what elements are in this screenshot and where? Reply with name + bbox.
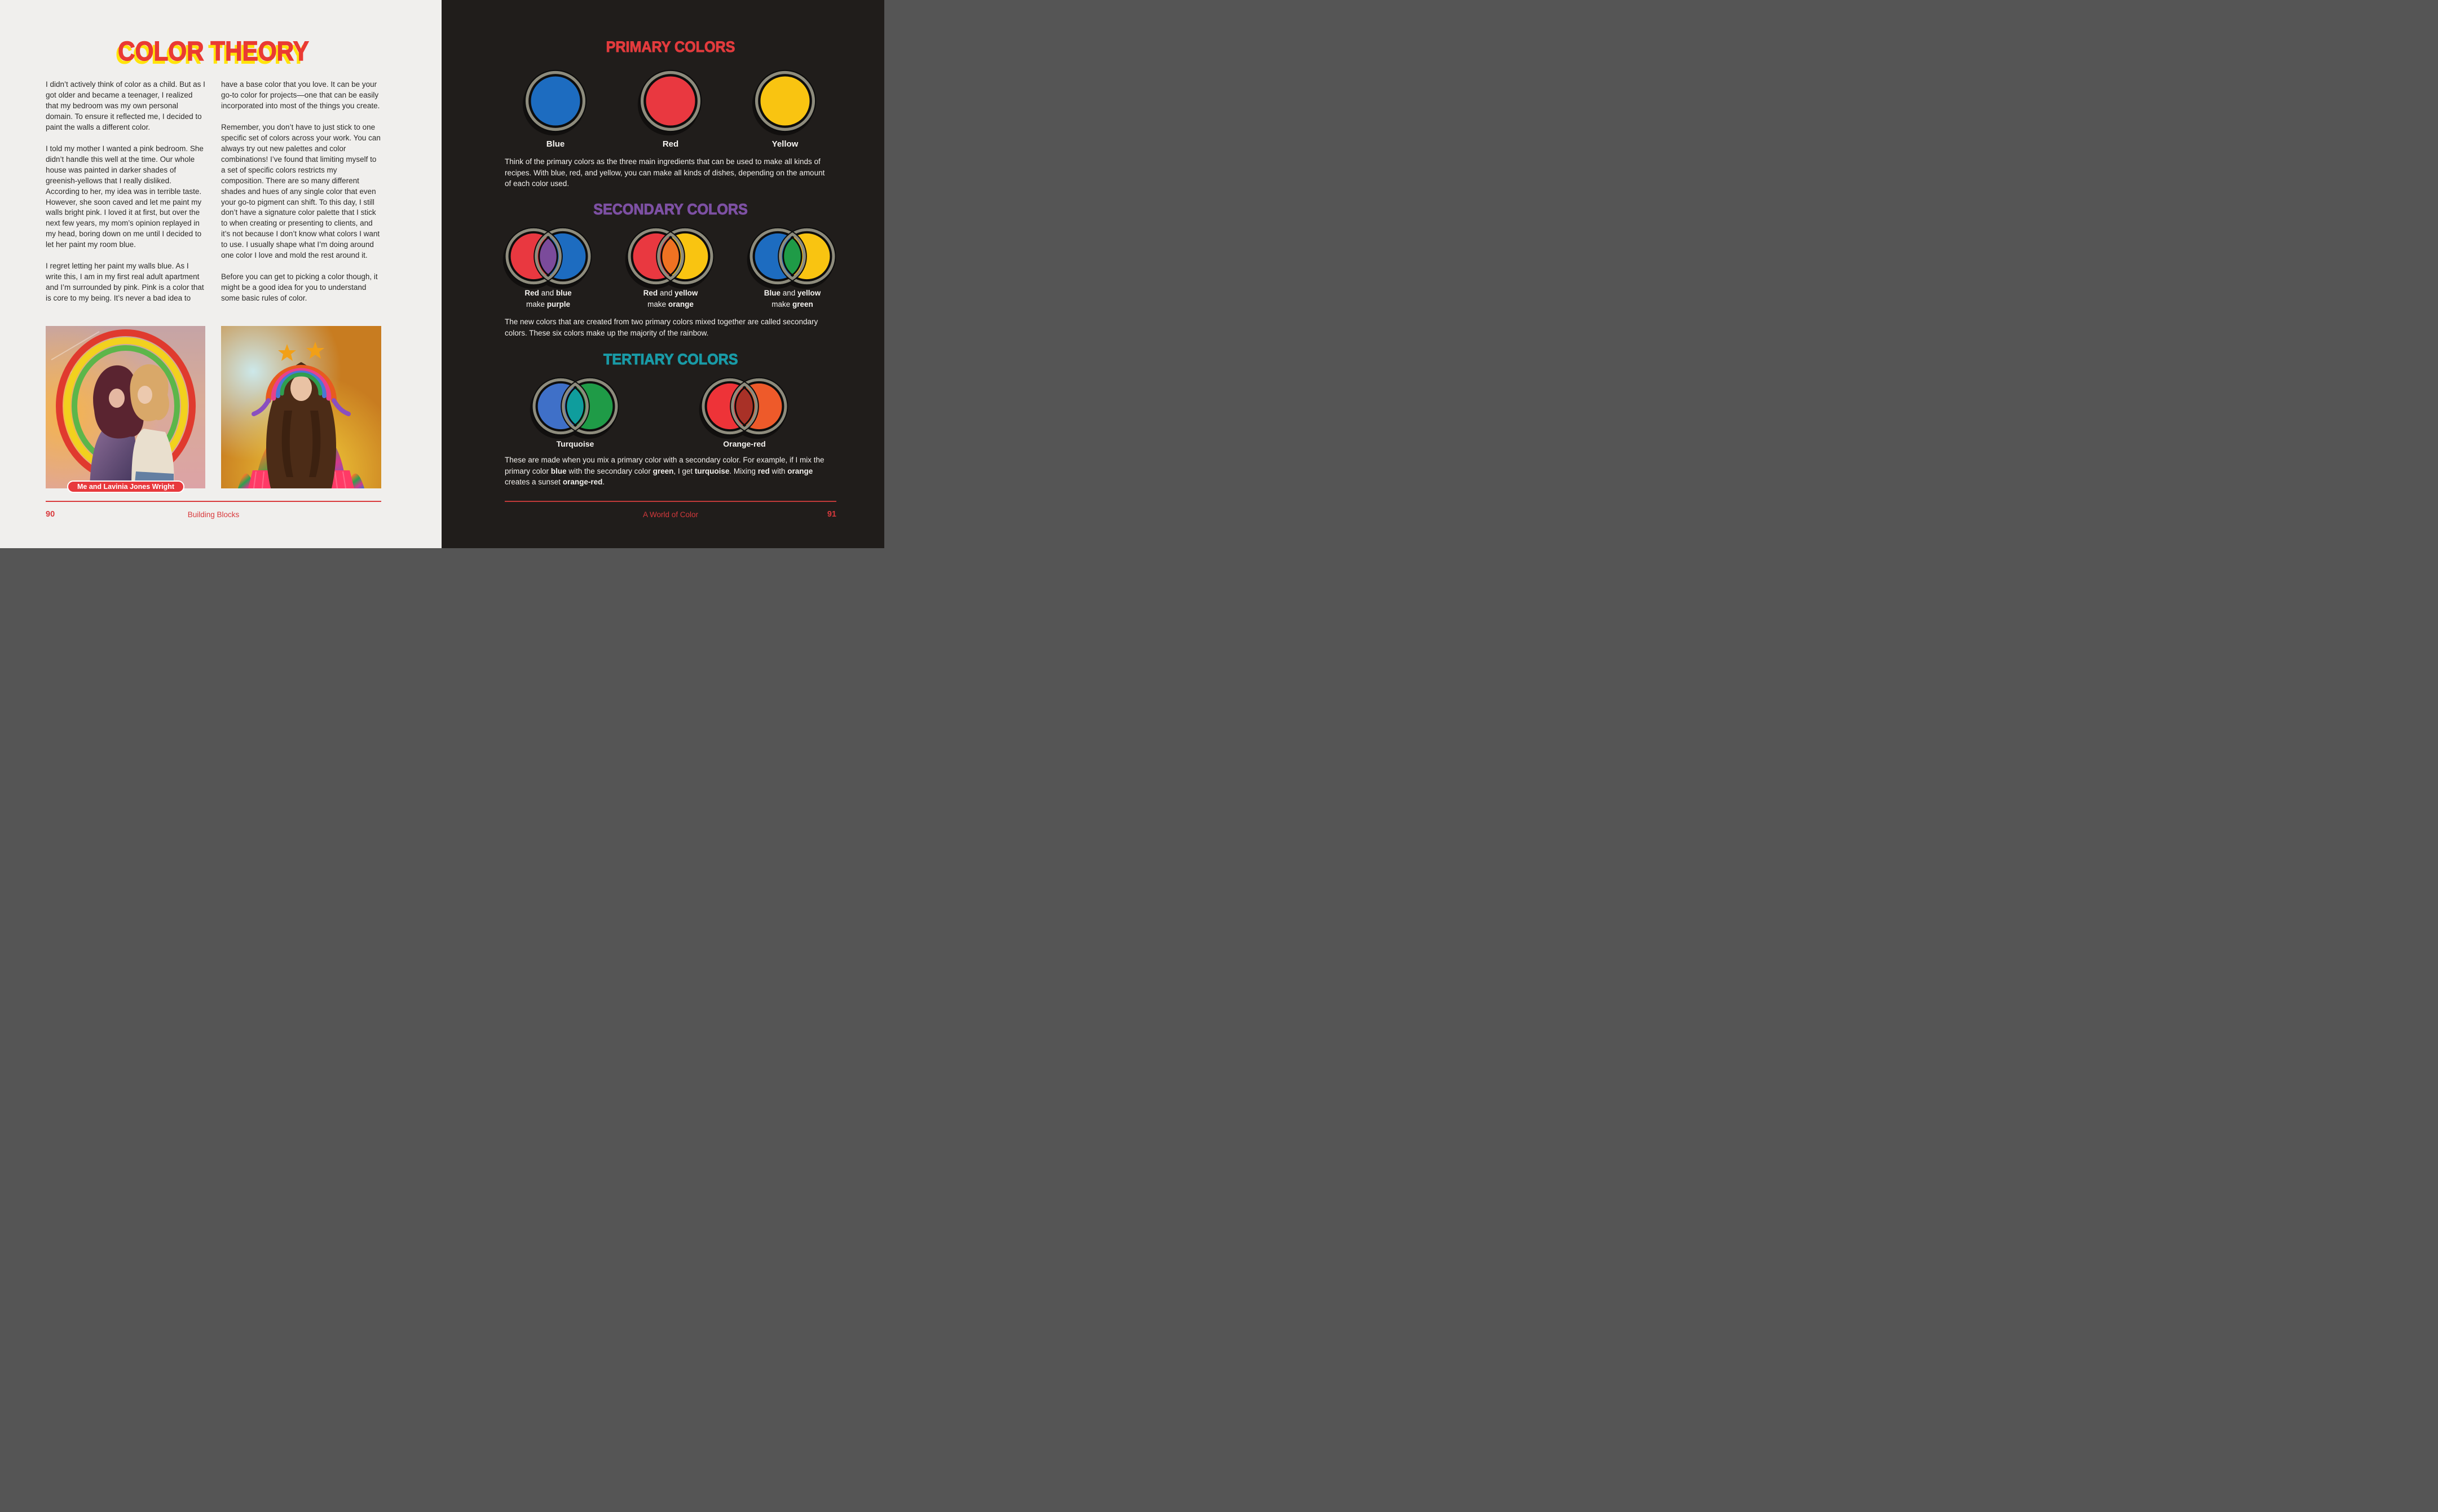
venn-red-blue [500,223,597,290]
footer-rule-right [505,501,836,502]
essay-column-1 [46,80,205,315]
heading-tertiary-colors: TERTIARY COLORS [603,351,738,368]
footer-left [46,510,381,521]
book-spread [0,0,884,548]
paragraph: Remember, you don’t have to just stick to one specific set of colors across your work. You can always try out new palettes and color combinations! I’ve found that limiting myself to a set of specific colors restricts my composition. There are so many different shades and hues of any single color that even your go-to pigment can shift. To this day, I still don’t have a signature color palette that I stick to when creating or presenting to clients, and it’s not because I don’t know what colors I want to use. I usually shape what I’m doing around one color I love and mold the rest around it. [221,122,381,260]
primary-colors-body: Think of the primary colors as the three main ingredients that can be used to make all kinds of recipes. With blue, red, and yellow, you can make all kinds of dishes, depending on the amount of each color used. [505,157,825,188]
photo-caption-text: Me and Lavinia Jones Wright [77,483,175,491]
page-number-right: 91 [827,510,836,519]
venn-red-yellow [622,223,719,290]
venn-caption-turquoise: Turquoise [556,439,594,448]
heading-secondary-colors: SECONDARY COLORS [593,201,748,218]
paragraph: I told my mother I wanted a pink bedroom. She didn’t handle this well at the time. Our whole house was painted in darker shades of greenish-yellows that I really disliked. According to her, my idea was in terrible taste. However, she soon caved and let me paint my walls bright pink. I loved it at first, but over the next few years, my mom’s opinion replayed in my head, boring down on me until I decided to let her paint my room blue. [46,144,204,249]
venn-blue-yellow [744,223,841,290]
chapter-title-right: A World of Color [642,510,699,519]
swatch-yellow [752,68,818,134]
footer-rule-left [46,501,381,502]
venn-caption-green: Blue and yellow make green [764,289,821,308]
left-page [0,0,442,548]
swatch-label-red: Red [662,139,679,149]
photo-rainbow-ring-portrait [46,326,205,488]
swatch-label-blue: Blue [546,139,565,149]
paragraph: have a base color that you love. It can be your go-to color for projects—one that can be easily incorporated into most of the things you create. [221,80,380,110]
venn-red-orange [696,373,793,440]
secondary-colors-body: The new colors that are created from two primary colors mixed together are called secondary colors. These six colors make up the majority of the rainbow. [505,318,818,337]
venn-blue-green [527,373,624,440]
essay-column-2 [221,80,382,315]
venn-caption-orange-red: Orange-red [723,439,766,448]
tertiary-colors-body: These are made when you mix a primary color with a secondary color. For example, if I mix the primary color blue with the secondary color green, I get turquoise. Mixing red with orange creates a sunset orange-red. [505,456,825,486]
right-page [442,0,884,548]
venn-caption-orange: Red and yellow make orange [643,289,698,308]
footer-right [505,510,836,521]
page-number-left: 90 [46,510,55,519]
chapter-title-left: Building Blocks [187,510,240,519]
paragraph: I didn’t actively think of color as a child. But as I got older and became a teenager, I realized that my bedroom was my own personal domain. To ensure it reflected me, I decided to paint the walls a different color. [46,80,205,131]
swatch-blue [523,68,588,134]
paragraph: I regret letting her paint my walls blue. As I write this, I am in my first real adult apartment and I’m surrounded by pink. Pink is a color that is core to my being. It’s never a bad idea to [46,262,204,303]
photo-rainbow-headdress-portrait [221,326,381,488]
heading-primary-colors: PRIMARY COLORS [606,38,735,55]
photo-caption-pill [67,481,184,493]
page-title: COLOR THEORY [118,37,309,67]
swatch-label-yellow: Yellow [771,139,799,149]
paragraph: Before you can get to picking a color though, it might be a good idea for you to understand some basic rules of color. [221,272,378,303]
swatch-red [638,68,703,134]
venn-caption-purple: Red and blue make purple [524,289,572,308]
